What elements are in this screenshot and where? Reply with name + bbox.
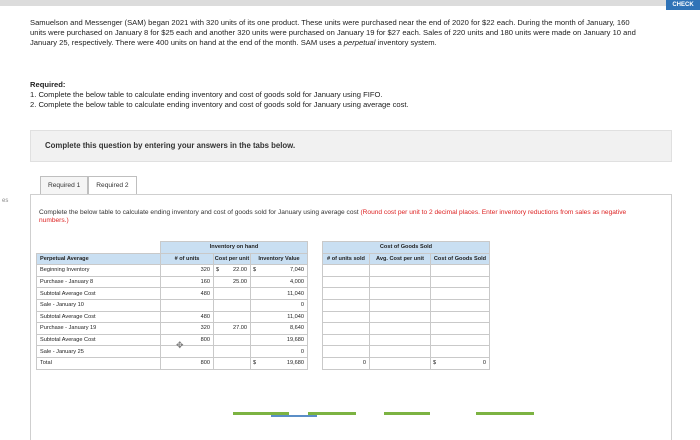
units-sold-input[interactable] [323, 346, 370, 358]
tab-required-1[interactable]: Required 1 [40, 176, 88, 196]
units-input[interactable]: 320 [161, 323, 214, 335]
cost-input[interactable] [224, 299, 251, 311]
move-icon[interactable]: ✥ [176, 340, 184, 350]
header-units-sold: # of units sold [323, 253, 370, 265]
avg-cost-input[interactable] [370, 323, 431, 335]
required-list [30, 90, 409, 110]
cogs-cell [431, 265, 490, 277]
value-cell: 0 [261, 299, 308, 311]
units-cell: 480 [161, 311, 214, 323]
row-label-total: Total [37, 357, 161, 369]
cogs-cell [431, 311, 490, 323]
cost-input[interactable]: 22.00 [224, 265, 251, 277]
row-label: Subtotal Average Cost [37, 334, 161, 346]
units-input[interactable] [161, 346, 214, 358]
table-row [37, 265, 490, 277]
units-cell: 800 [161, 334, 214, 346]
tab-panel [30, 194, 672, 440]
panel-instruction-text: Complete the below table to calculate ending inventory and cost of goods sold for January using average cost [39, 209, 361, 216]
table-row [37, 323, 490, 335]
dollar-sign [251, 323, 262, 335]
avg-cost-input[interactable] [370, 288, 431, 300]
table-row [37, 288, 490, 300]
table-row [37, 276, 490, 288]
avg-cost-input[interactable] [370, 299, 431, 311]
dollar-sign: $ [251, 265, 262, 277]
tab-required-2[interactable]: Required 2 [88, 176, 136, 196]
dollar-sign [214, 311, 225, 323]
value-cell: 8,640 [261, 323, 308, 335]
problem-italic: perpetual [343, 38, 376, 47]
required-item-2: 2. Complete the below table to calculate ending inventory and cost of goods sold for January using average cost. [30, 100, 409, 109]
cost-input[interactable]: 25.00 [224, 276, 251, 288]
value-cell: 4,000 [261, 276, 308, 288]
problem-statement [30, 18, 640, 48]
required-item-1: 1. Complete the below table to calculate ending inventory and cost of goods sold for January using FIFO. [30, 90, 383, 99]
tab-bar [40, 176, 137, 194]
avg-cost-input[interactable] [370, 346, 431, 358]
units-total: 800 [161, 357, 214, 369]
header-cost-per-unit: Cost per unit [214, 253, 251, 265]
header-inventory-on-hand: Inventory on hand [161, 242, 308, 254]
dollar-sign [214, 288, 225, 300]
dollar-sign [214, 346, 225, 358]
units-sold-input[interactable] [323, 265, 370, 277]
cost-input[interactable] [224, 288, 251, 300]
top-bar [0, 0, 700, 6]
avg-cost-input[interactable] [370, 265, 431, 277]
cogs-cell [431, 323, 490, 335]
problem-text: Samuelson and Messenger (SAM) began 2021 with 320 units of its one product. These units were purchased near the end of 2020 for $22 each. During the month of January, 160 units were purchased on January 8 for $25 each and another 320 units were purchased on January 19 for $27 each. Sales of 220 units and 180 units were made on January 10 and January 25, respectively. There were 400 units on hand at the end of the month. SAM uses a [30, 18, 636, 47]
avg-cost-input[interactable] [370, 311, 431, 323]
avg-cost-input[interactable] [370, 334, 431, 346]
table-row [37, 299, 490, 311]
table-row-total [37, 357, 490, 369]
dollar-sign [251, 334, 262, 346]
avg-cost-total [370, 357, 431, 369]
header-avg-cost: Avg. Cost per unit [370, 253, 431, 265]
value-cell: 0 [261, 346, 308, 358]
units-input[interactable] [161, 299, 214, 311]
cogs-cell [431, 346, 490, 358]
units-sold-input[interactable] [323, 323, 370, 335]
blue-underline [271, 415, 317, 417]
dollar-sign [251, 311, 262, 323]
underline-bar [476, 412, 534, 415]
row-label: Sale - January 25 [37, 346, 161, 358]
table-row [37, 334, 490, 346]
units-sold-input[interactable] [323, 311, 370, 323]
cost-input[interactable] [224, 334, 251, 346]
row-label: Subtotal Average Cost [37, 311, 161, 323]
dollar-sign: $ [431, 357, 442, 369]
value-cell: 11,040 [261, 288, 308, 300]
dollar-sign [251, 288, 262, 300]
problem-text-end: inventory system. [375, 38, 437, 47]
dollar-sign [214, 299, 225, 311]
dollar-sign [214, 276, 225, 288]
cost-input[interactable] [224, 311, 251, 323]
cost-total [224, 357, 251, 369]
units-input[interactable]: 320 [161, 265, 214, 277]
cogs-cell [431, 299, 490, 311]
dollar-sign: $ [214, 265, 225, 277]
dollar-sign [251, 346, 262, 358]
cogs-cell [431, 288, 490, 300]
value-cell: 19,680 [261, 334, 308, 346]
header-perpetual-average: Perpetual Average [37, 253, 161, 265]
units-sold-input[interactable] [323, 299, 370, 311]
dollar-sign [251, 276, 262, 288]
header-cogs: Cost of Goods Sold [431, 253, 490, 265]
instruction-text: Complete this question by entering your answers in the tabs below. [45, 141, 296, 150]
check-button[interactable]: CHECK [666, 0, 700, 10]
average-cost-table [36, 241, 490, 370]
cost-input[interactable] [224, 346, 251, 358]
row-label: Beginning Inventory [37, 265, 161, 277]
header-units: # of units [161, 253, 214, 265]
dollar-sign [214, 323, 225, 335]
side-mark: es [2, 198, 9, 204]
dollar-sign: $ [251, 357, 262, 369]
cogs-cell [431, 276, 490, 288]
underline-bar [384, 412, 430, 415]
dollar-sign [214, 334, 225, 346]
header-cost-of-goods-sold: Cost of Goods Sold [323, 242, 490, 254]
row-label: Sale - January 10 [37, 299, 161, 311]
dollar-sign [251, 299, 262, 311]
header-inventory-value: Inventory Value [251, 253, 308, 265]
cogs-cell [431, 334, 490, 346]
units-sold-input[interactable] [323, 276, 370, 288]
table-row [37, 346, 490, 358]
units-input[interactable]: 160 [161, 276, 214, 288]
value-cell: 7,040 [261, 265, 308, 277]
table-row [37, 311, 490, 323]
units-cell: 480 [161, 288, 214, 300]
row-label: Subtotal Average Cost [37, 288, 161, 300]
panel-instruction [39, 209, 629, 225]
cogs-total: 0 [441, 357, 490, 369]
units-sold-input[interactable] [323, 334, 370, 346]
required-title: Required: [30, 80, 66, 89]
value-total: 19,680 [261, 357, 308, 369]
row-label: Purchase - January 19 [37, 323, 161, 335]
row-label: Purchase - January 8 [37, 276, 161, 288]
panel-instruction-note: (Round cost per unit to 2 decimal places. Enter inventory reductions from sales as negative numbers.) [39, 209, 627, 224]
instruction-box [30, 130, 672, 162]
value-cell: 11,040 [261, 311, 308, 323]
units-sold-input[interactable] [323, 288, 370, 300]
cost-input[interactable]: 27.00 [224, 323, 251, 335]
avg-cost-input[interactable] [370, 276, 431, 288]
dollar-sign [214, 357, 225, 369]
units-sold-total: 0 [323, 357, 370, 369]
